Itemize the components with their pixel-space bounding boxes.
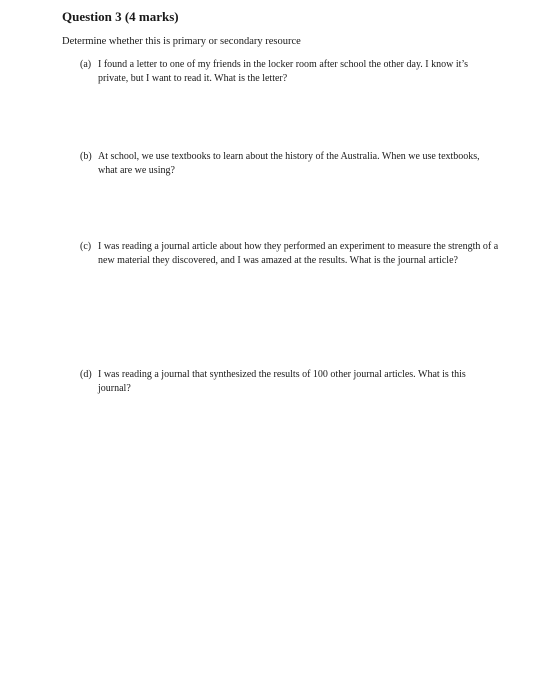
question-item-c	[80, 240, 500, 267]
item-text-c: I was reading a journal article about how they performed an experiment to measure the strength of a new material they discovered, and I was amazed at the results. What is the journal article?	[98, 241, 499, 266]
item-label-a: (a)	[80, 59, 92, 70]
question-instruction: Determine whether this is primary or secondary resource	[62, 36, 301, 47]
item-text-a: I found a letter to one of my friends in the locker room after school the other day. I know it’s private, but I want to read it. What is the letter?	[98, 59, 469, 84]
question-title: Question 3 (4 marks)	[62, 9, 179, 24]
question-item-d	[80, 368, 500, 395]
question-item-a	[80, 58, 500, 85]
question-item-b	[80, 150, 500, 177]
item-text-b: At school, we use textbooks to learn about the history of the Australia. When we use textbooks, what are we using?	[98, 151, 480, 176]
item-text-d: I was reading a journal that synthesized the results of 100 other journal articles. What is this journal?	[98, 369, 466, 394]
item-label-b: (b)	[80, 151, 92, 162]
item-label-d: (d)	[80, 369, 92, 380]
item-label-c: (c)	[80, 241, 92, 252]
